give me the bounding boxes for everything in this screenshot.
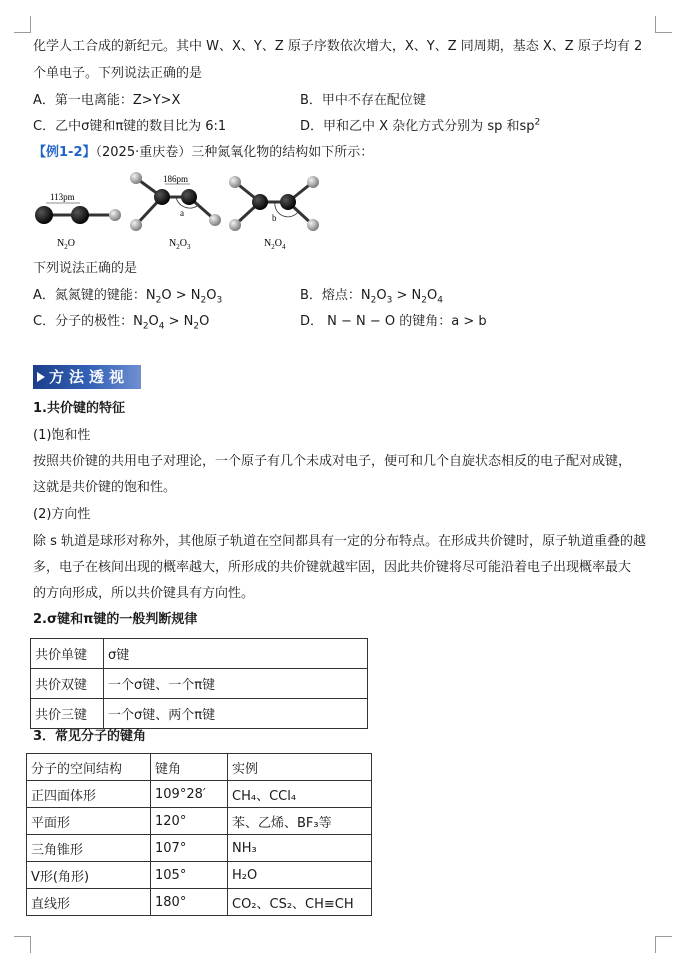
n2o4-atom-o2 — [229, 219, 241, 231]
n2o3-bond-length: 186pm — [163, 174, 189, 184]
paragraph-directionality-2: 多，电子在核间出现的概率越大，所形成的共价键就越牢固，因此共价键将尽可能沿着电子出现概率最大 — [33, 560, 632, 575]
page-corner-bottom-right — [655, 936, 672, 953]
n2o3-atom-o1 — [130, 172, 142, 184]
table-cell: CH₄、CCl₄ — [228, 781, 372, 808]
table-cell: 共价单键 — [31, 639, 104, 669]
table-cell: 一个σ键、一个π键 — [104, 669, 368, 699]
example-heading — [33, 143, 373, 163]
n2o3-atom-n2 — [181, 189, 197, 205]
subheading-directionality: (2)方向性 — [33, 507, 91, 522]
table-cell: 一个σ键、两个π键 — [104, 699, 368, 729]
n2o-atom-n2 — [71, 206, 89, 224]
opt-b-mid2: > N — [392, 288, 422, 303]
opt-c-mid1: O — [148, 314, 159, 329]
opt-c-sub2: 4 — [158, 321, 165, 332]
opt-c-mid2: > N — [164, 314, 194, 329]
table-header-cell: 分子的空间结构 — [27, 754, 151, 781]
table-cell: H₂O — [228, 862, 372, 889]
n2o4-atom-n1 — [252, 194, 268, 210]
n2o-atom-o — [109, 209, 121, 221]
opt-b-sub4: 4 — [437, 295, 443, 306]
n2o3-angle-label: a — [180, 208, 184, 218]
paragraph-directionality-3: 的方向形成，所以共价键具有方向性。 — [33, 586, 255, 601]
table-header-cell: 键角 — [151, 754, 228, 781]
table-cell: 120° — [151, 808, 228, 835]
method-banner: 方法透视 — [33, 365, 141, 389]
table-row — [27, 889, 372, 916]
opt-b-mid1: O — [376, 288, 387, 303]
table-cell: 109°28′ — [151, 781, 228, 808]
page-corner-top-left — [14, 16, 31, 33]
n2o4-atom-o4 — [307, 219, 319, 231]
example-label: 【例1-2】 — [33, 145, 96, 160]
molecule-figure — [30, 170, 390, 270]
table-row — [31, 699, 368, 729]
intro-option-c: C．乙中σ键和π键的数目比为 6:1 — [33, 119, 227, 134]
example-source: （2025·重庆卷）三种氮氧化物的结构如下所示： — [95, 145, 374, 160]
opt-a-sub2: 2 — [200, 295, 207, 306]
paragraph-saturation-1: 按照共价键的共用电子对理论，一个原子有几个未成对电子，便可和几个自旋状态相反的电子配对成键， — [33, 454, 632, 469]
n2o4-label: $N_2O_4$ — [264, 238, 286, 251]
opt-a-mid1: O > N — [161, 288, 201, 303]
table-cell: 三角锥形 — [27, 835, 151, 862]
example-option-a — [33, 286, 222, 306]
opt-a-mid2: O — [206, 288, 217, 303]
table-cell: 105° — [151, 862, 228, 889]
intro-option-d-text: D．甲和乙中 X 杂化方式分别为 sp 和sp — [300, 119, 535, 134]
opt-a-sub3: 3 — [216, 295, 223, 306]
molecule-n2o3 — [130, 172, 221, 251]
table-cell: 苯、乙烯、BF₃等 — [228, 808, 372, 835]
n2o-label: $N_2O$ — [57, 238, 75, 251]
n2o3-label: $N_2O_3$ — [169, 238, 191, 251]
n2o3-atom-n1 — [154, 189, 170, 205]
table-cell: σ键 — [104, 639, 368, 669]
table-row — [31, 639, 368, 669]
page-corner-top-right — [655, 16, 672, 33]
section-heading-1: 1.共价键的特征 — [33, 401, 125, 416]
table-cell: 正四面体形 — [27, 781, 151, 808]
example-option-b — [300, 286, 443, 306]
table-cell: 平面形 — [27, 808, 151, 835]
table-cell: CO₂、CS₂、CH≡CH — [228, 889, 372, 916]
table-row — [27, 835, 372, 862]
table-cell: 共价双键 — [31, 669, 104, 699]
section-heading-2: 2.σ键和π键的一般判断规律 — [33, 612, 198, 627]
intro-option-d-sup: 2 — [534, 117, 541, 128]
opt-c-mid3: O — [199, 314, 210, 329]
bond-angle-table — [26, 753, 372, 916]
bond-type-table — [30, 638, 368, 729]
opt-b-sub3: 2 — [421, 295, 427, 306]
table-cell: 直线形 — [27, 889, 151, 916]
example-option-c — [33, 312, 209, 332]
opt-b-sub1: 2 — [370, 295, 377, 306]
example-question: 下列说法正确的是 — [33, 261, 138, 276]
intro-option-d — [300, 117, 540, 137]
intro-line-1: 化学人工合成的新纪元。其中 W、X、Y、Z 原子序数依次增大，X、Y、Z 同周期，基态 X、Z 原子均有 2 — [33, 39, 643, 54]
table-header-row — [27, 754, 372, 781]
table-cell: 共价三键 — [31, 699, 104, 729]
opt-c-sub1: 2 — [142, 321, 149, 332]
intro-option-b: B．甲中不存在配位键 — [300, 93, 426, 108]
paragraph-directionality-1: 除 s 轨道是球形对称外，其他原子轨道在空间都具有一定的分布特点。在形成共价键时，原子轨道重叠的越 — [33, 534, 647, 549]
table-row — [27, 862, 372, 889]
opt-b-prefix: B．熔点：N — [300, 288, 371, 303]
opt-b-mid3: O — [426, 288, 438, 303]
intro-line-2: 个单电子。下列说法正确的是 — [33, 66, 203, 81]
molecule-n2o — [35, 192, 121, 251]
section-heading-3: 3．常见分子的键角 — [33, 729, 147, 744]
n2o4-atom-o1 — [229, 176, 241, 188]
molecule-n2o4 — [229, 176, 319, 251]
n2o4-angle-label: b — [272, 213, 277, 223]
n2o3-atom-o2 — [130, 219, 142, 231]
paragraph-saturation-2: 这就是共价键的饱和性。 — [33, 480, 177, 495]
table-row — [27, 808, 372, 835]
opt-a-prefix: A．氮氮键的键能：N — [33, 288, 156, 303]
n2o4-atom-n2 — [280, 194, 296, 210]
table-row — [27, 781, 372, 808]
table-header-cell: 实例 — [228, 754, 372, 781]
opt-c-sub3: 2 — [193, 321, 200, 332]
n2o-atom-n1 — [35, 206, 53, 224]
opt-c-prefix: C．分子的极性：N — [33, 314, 143, 329]
table-cell: 180° — [151, 889, 228, 916]
table-cell: V形(角形) — [27, 862, 151, 889]
opt-a-sub1: 2 — [155, 295, 162, 306]
intro-option-a: A．第一电离能：Z>Y>X — [33, 93, 181, 108]
example-option-d: D． N − N − O 的键角：a > b — [300, 314, 487, 329]
n2o-bond-length: 113pm — [50, 192, 75, 202]
n2o3-atom-o3 — [209, 214, 221, 226]
n2o4-atom-o3 — [307, 176, 319, 188]
subheading-saturation: (1)饱和性 — [33, 428, 91, 443]
table-row — [31, 669, 368, 699]
table-cell: NH₃ — [228, 835, 372, 862]
page-corner-bottom-left — [14, 936, 31, 953]
opt-b-sub2: 3 — [386, 295, 393, 306]
table-cell: 107° — [151, 835, 228, 862]
